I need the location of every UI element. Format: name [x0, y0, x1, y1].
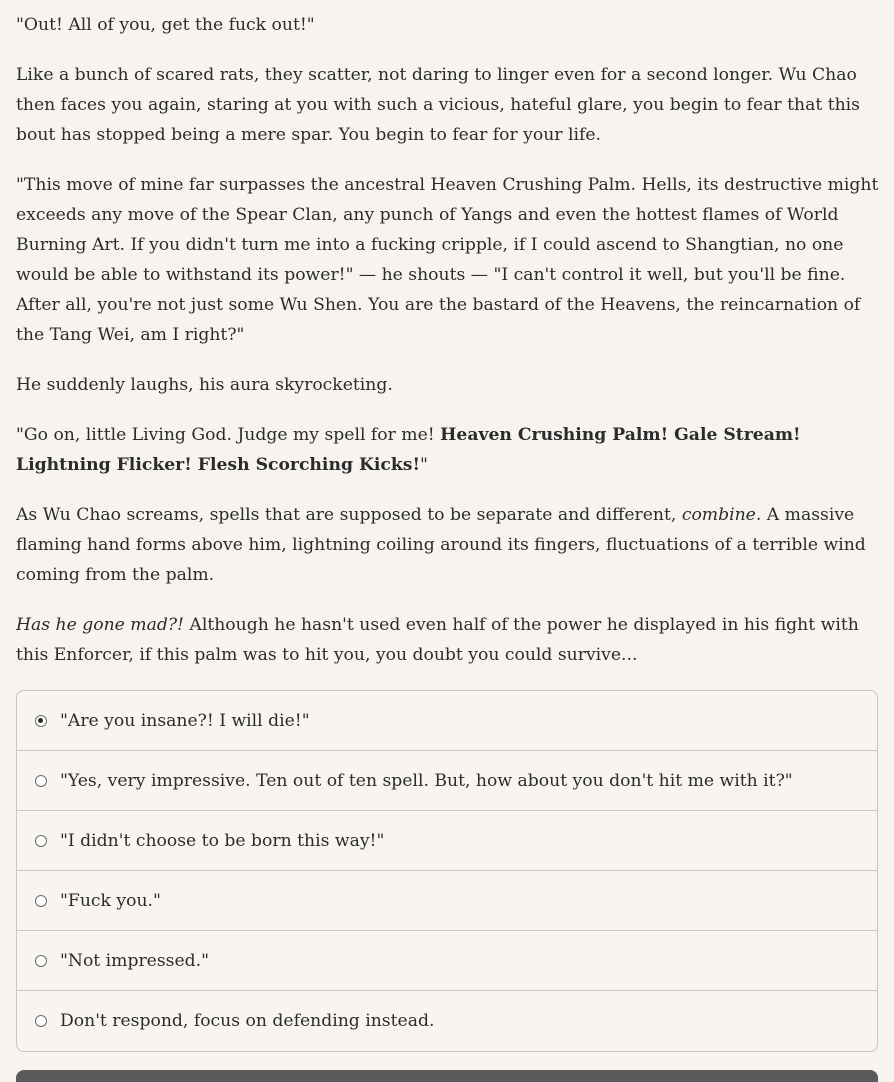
paragraph-text: As Wu Chao screams, spells that are supposed to be separate and different, — [16, 505, 682, 525]
spell-names: Heaven Crushing Palm! Gale Stream! Lightning Flicker! Flesh Scorching Kicks! — [16, 425, 801, 475]
paragraph: "This move of mine far surpasses the ancestral Heaven Crushing Palm. Hells, its destructive might exceeds any move of the Spear Clan, any punch of Yangs and even the hottest flames of World Burning Art. If you didn't turn me into a fucking cripple, if I could ascend to Shangtian, no one would be able to withstand its power!" — he shouts — "I can't control it well, but you'll be fine. After all, you're not just some Wu Shen. You are the bastard of the Heavens, the reincarnation of the Tang Wei, am I right?" — [16, 175, 879, 345]
emphasis-text: combine. — [681, 505, 762, 525]
story-text — [16, 10, 884, 690]
radio-button[interactable] — [35, 955, 47, 967]
paragraph: He suddenly laughs, his aura skyrocketing. — [16, 375, 393, 395]
choice-option[interactable] — [17, 871, 877, 931]
paragraph — [16, 500, 884, 590]
paragraph: "Out! All of you, get the fuck out!" — [16, 15, 315, 35]
radio-button[interactable] — [35, 715, 47, 727]
choice-label: "Fuck you." — [60, 890, 161, 911]
paragraph-text: " — [420, 455, 428, 475]
choice-label: "Not impressed." — [60, 950, 210, 971]
choice-label: "Are you insane?! I will die!" — [60, 710, 310, 731]
choice-option[interactable] — [17, 691, 877, 751]
choice-option[interactable] — [17, 811, 877, 871]
choice-label: Don't respond, focus on defending instead. — [60, 1011, 435, 1031]
choice-label: "Yes, very impressive. Ten out of ten spell. But, how about you don't hit me with it?" — [60, 770, 793, 791]
paragraph-text: A massive flaming hand forms above him, lightning coiling around its fingers, fluctuations of a terrible wind coming from the palm. — [16, 505, 866, 585]
choice-option[interactable] — [17, 751, 877, 811]
paragraph-text: "Go on, little Living God. Judge my spell for me! — [16, 425, 441, 445]
choice-option[interactable] — [17, 931, 877, 991]
next-button[interactable] — [16, 1070, 878, 1082]
emphasis-text: Has he gone mad?! — [16, 615, 184, 635]
paragraph-text: Although he hasn't used even half of the power he displayed in his fight with this Enforcer, if this palm was to hit you, you doubt you could survive... — [16, 615, 859, 665]
paragraph — [16, 420, 884, 480]
choice-list — [16, 690, 878, 1052]
choice-option[interactable] — [17, 991, 877, 1051]
paragraph: Like a bunch of scared rats, they scatter, not daring to linger even for a second longer. Wu Chao then faces you again, staring at you with such a vicious, hateful glare, you begin to fear that this bout has stopped being a mere spar. You begin to fear for your life. — [16, 65, 860, 145]
choice-label: "I didn't choose to be born this way!" — [60, 830, 385, 851]
radio-button[interactable] — [35, 775, 47, 787]
radio-button[interactable] — [35, 895, 47, 907]
paragraph — [16, 610, 884, 670]
radio-button[interactable] — [35, 1015, 47, 1027]
radio-button[interactable] — [35, 835, 47, 847]
